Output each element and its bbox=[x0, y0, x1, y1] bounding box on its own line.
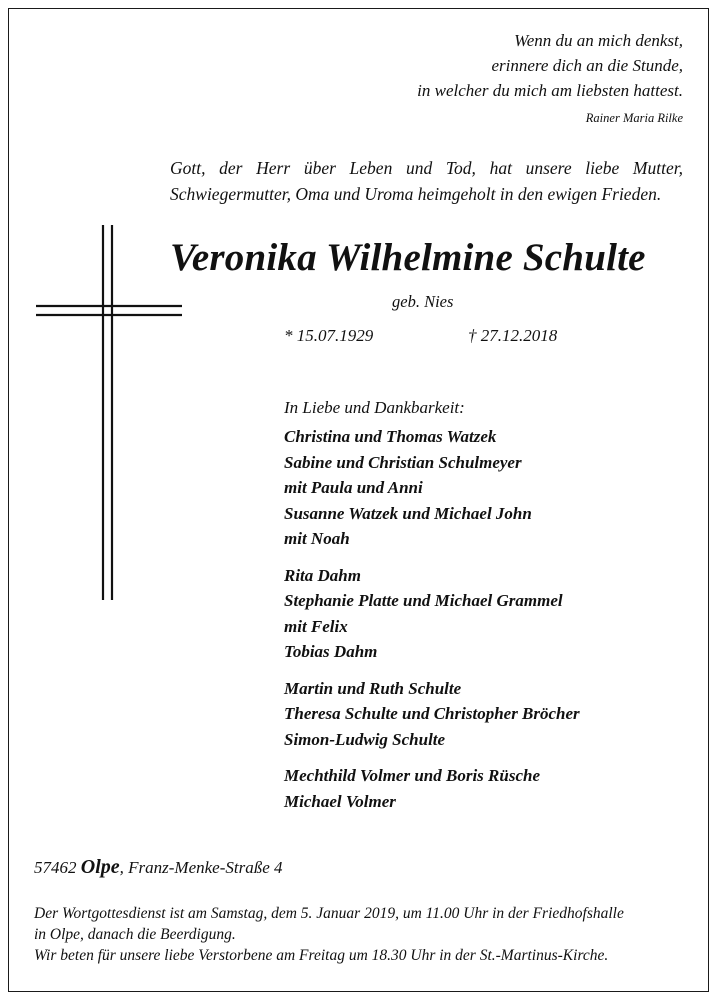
service-line: Wir beten für unsere liebe Verstorbene am Freitag um 18.30 Uhr in der St.-Martinus-Kirche. bbox=[34, 947, 609, 964]
mourner-line: Michael Volmer bbox=[284, 791, 396, 811]
mourner-line: Stephanie Platte und Michael Grammel bbox=[284, 591, 563, 610]
mourner-line: Rita Dahm bbox=[284, 565, 361, 585]
mourner-group bbox=[284, 563, 684, 665]
mourners-lead: In Liebe und Dankbarkeit: bbox=[284, 398, 465, 417]
address-city: Olpe bbox=[80, 856, 120, 878]
mourner-group bbox=[284, 676, 684, 753]
intro-line: Gott, der Herr über Leben und Tod, hat unsere liebe Mutter, bbox=[170, 158, 683, 178]
mourner-line: Mechthild Volmer und Boris Rüsche bbox=[284, 766, 541, 785]
service-line: Der Wortgottesdienst ist am Samstag, dem 5. Januar 2019, um 11.00 Uhr in der Friedhofshalle bbox=[34, 905, 624, 922]
mourner-line: Sabine und Christian Schulmeyer bbox=[284, 452, 522, 472]
poem-author: Rainer Maria Rilke bbox=[585, 111, 683, 125]
mourner-line: Simon-Ludwig Schulte bbox=[284, 729, 446, 749]
mourners-list bbox=[284, 396, 684, 825]
mourner-line: mit Paula und Anni bbox=[284, 478, 423, 497]
mourner-line: Christina und Thomas Watzek bbox=[284, 427, 497, 446]
birth-date: * 15.07.1929 bbox=[284, 326, 374, 345]
death-date: † 27.12.2018 bbox=[468, 326, 558, 345]
poem-block bbox=[303, 28, 683, 127]
deceased-name: Veronika Wilhelmine Schulte bbox=[170, 236, 646, 279]
mourner-line: mit Noah bbox=[284, 529, 350, 548]
born-name: geb. Nies bbox=[392, 292, 454, 311]
cross-icon bbox=[36, 225, 186, 600]
poem-line: in welcher du mich am liebsten hattest. bbox=[417, 81, 683, 100]
address-postcode: 57462 bbox=[34, 858, 77, 877]
family-address bbox=[34, 856, 283, 879]
intro-line: Schwiegermutter, Oma und Uroma heimgeholt in den ewigen Frieden. bbox=[170, 184, 662, 204]
mourner-line: mit Felix bbox=[284, 616, 348, 636]
mourner-line: Martin und Ruth Schulte bbox=[284, 678, 462, 698]
poem-line: Wenn du an mich denkst, bbox=[514, 31, 683, 50]
address-street: , Franz-Menke-Straße 4 bbox=[119, 858, 283, 877]
service-line: in Olpe, danach die Beerdigung. bbox=[34, 926, 236, 943]
poem-line: erinnere dich an die Stunde, bbox=[491, 56, 683, 75]
service-info bbox=[34, 903, 694, 966]
intro-text bbox=[170, 155, 683, 207]
mourner-line: Tobias Dahm bbox=[284, 642, 378, 661]
mourner-line: Theresa Schulte und Christopher Bröcher bbox=[284, 704, 580, 723]
mourner-group bbox=[284, 424, 684, 552]
mourner-line: Susanne Watzek und Michael John bbox=[284, 503, 532, 523]
mourner-group bbox=[284, 763, 684, 814]
